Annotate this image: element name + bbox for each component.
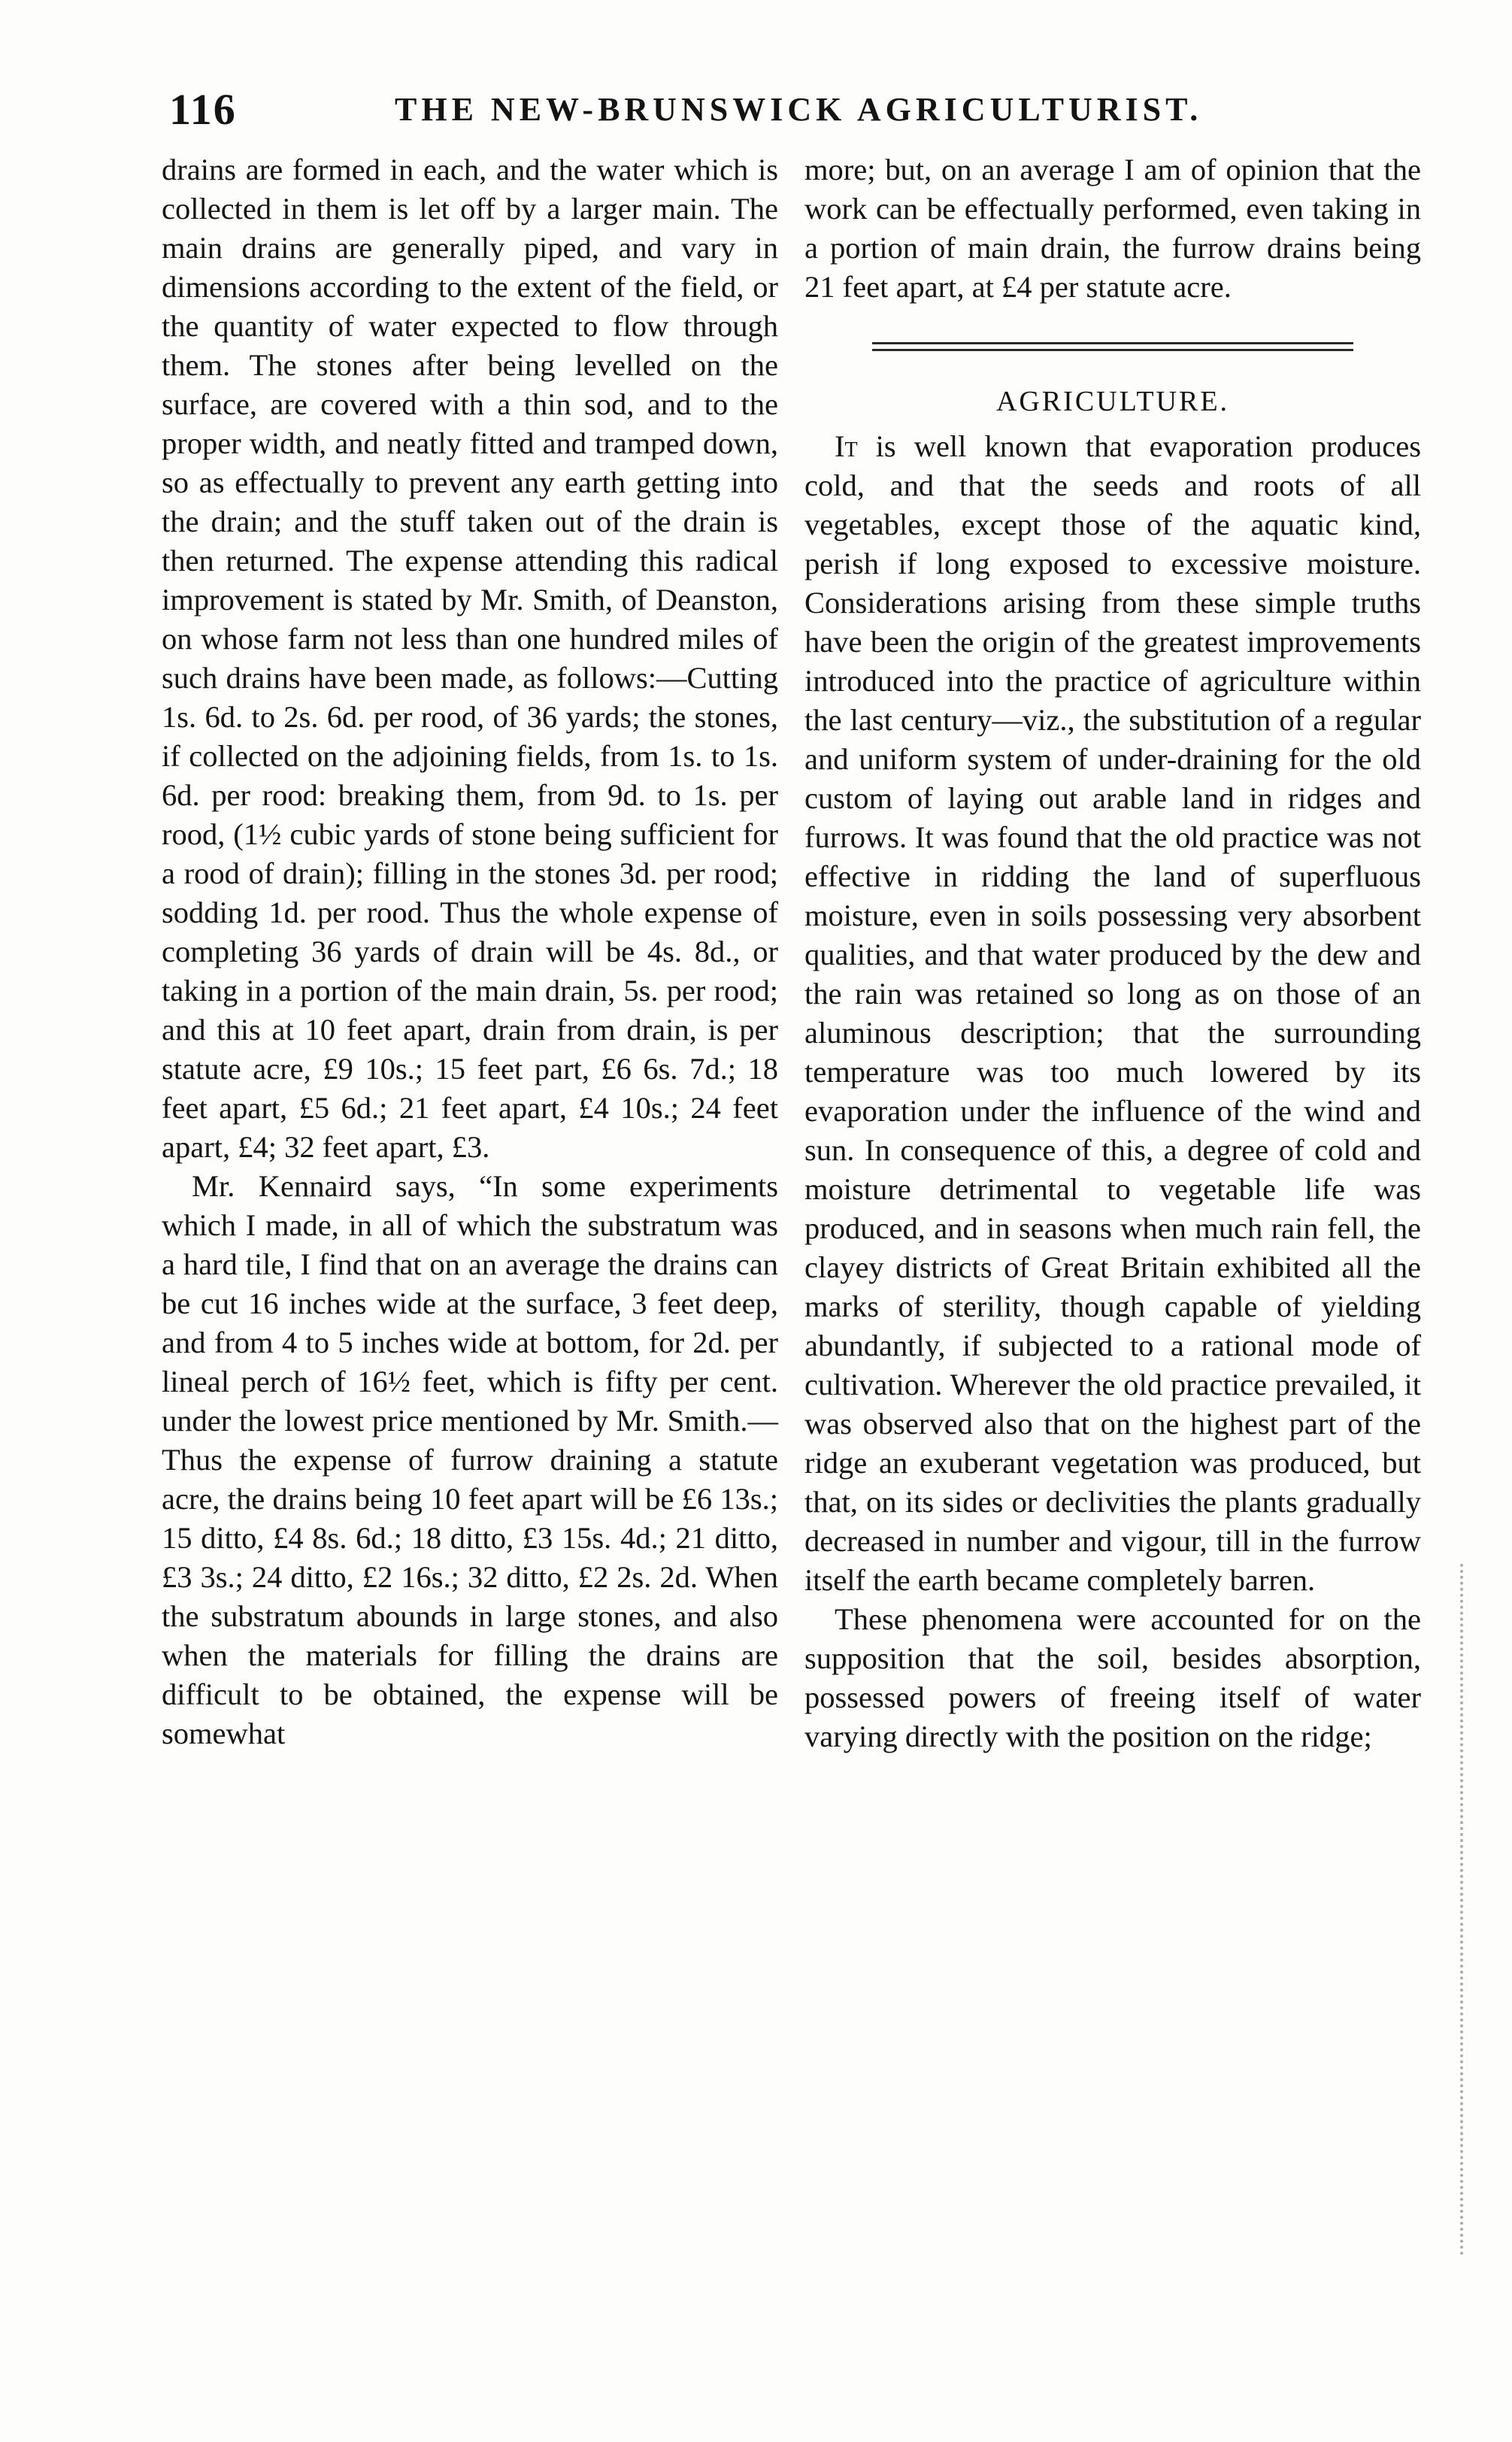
right-column	[804, 150, 1421, 1756]
page-header	[169, 84, 1410, 144]
left-column	[162, 150, 778, 1753]
paragraph-phenomena: These phenomena were accounted for on the supposition that the soil, besides absorption, possessed powers of freeing itself of water varying directly with the position on the ridge;	[804, 1602, 1421, 1753]
divider-rule-bottom	[872, 349, 1353, 351]
page-number: 116	[169, 85, 237, 134]
divider-rule-top	[872, 342, 1353, 344]
paragraph-continued: more; but, on an average I am of opinion that the work can be effectually performed, even taking in a portion of main drain, the furrow drains being 21 feet apart, at £4 per statute acre.	[804, 153, 1421, 304]
binding-edge-mark	[1460, 1564, 1478, 2256]
paragraph-agriculture-intro	[804, 427, 1421, 1600]
running-title: THE NEW-BRUNSWICK AGRICULTURIST.	[395, 91, 1203, 128]
paragraph-agriculture-body: is well known that evaporation produces cold, and that the seeds and roots of all vegetables, except those of the aquatic kind, perish if long exposed to excessive moisture. Considerations arising from these simple truths have been the origin of the greatest improvements introduced into the practice of agriculture within the last century—viz., the substitution of a regular and uniform system of under-draining for the old custom of laying out arable land in ridges and furrows. It was found that the old practice was not effective in ridding the land of superfluous moisture, even in soils possessing very absorbent qualities, and that water produced by the dew and the rain was retained so long as on those of an aluminous description; that the surrounding temperature was too much lowered by its evaporation under the influence of the wind and sun. In consequence of this, a degree of cold and moisture detrimental to vegetable life was produced, and in seasons when much rain fell, the clayey districts of Great Britain exhibited all the marks of sterility, though capable of yielding abundantly, if subjected to a rational mode of cultivation. Wherever the old practice prevailed, it was observed also that on the highest part of the ridge an exuberant vegetation was produced, but that, on its sides or declivities the plants gradually decreased in number and vigour, till in the furrow itself the earth became completely barren.	[804, 429, 1421, 1597]
paragraph-drain-construction: drains are formed in each, and the water which is collected in them is let off by a larger main. The main drains are generally piped, and vary in dimensions according to the extent of the field, or the quantity of water expected to flow through them. The stones after being levelled on the surface, are covered with a thin sod, and to the proper width, and neatly fitted and tramped down, so as effectually to prevent any earth getting into the drain; and the stuff taken out of the drain is then returned. The expense attending this radical improvement is stated by Mr. Smith, of Deanston, on whose farm not less than one hundred miles of such drains have been made, as follows:—Cutting 1s. 6d. to 2s. 6d. per rood, of 36 yards; the stones, if collected on the adjoining fields, from 1s. to 1s. 6d. per rood: breaking them, from 9d. to 1s. per rood, (1½ cubic yards of stone being sufficient for a rood of drain); filling in the stones 3d. per rood; sodding 1d. per rood. Thus the whole expense of completing 36 yards of drain will be 4s. 8d., or taking in a portion of the main drain, 5s. per rood; and this at 10 feet apart, drain from drain, is per statute acre, £9 10s.; 15 feet part, £6 6s. 7d.; 18 feet apart, £5 6d.; 21 feet apart, £4 10s.; 24 feet apart, £4; 32 feet apart, £3.	[162, 153, 778, 1164]
section-divider	[804, 340, 1421, 353]
section-heading: AGRICULTURE.	[995, 386, 1230, 417]
paragraph-kennaird-quote: Mr. Kennaird says, “In some experiments which I made, in all of which the substratum was a hard tile, I find that on an average the drains can be cut 16 inches wide at the surface, 3 feet deep, and from 4 to 5 inches wide at bottom, for 2d. per lineal perch of 16½ feet, which is fifty per cent. under the lowest price mentioned by Mr. Smith.—Thus the expense of furrow draining a statute acre, the drains being 10 feet apart will be £6 13s.; 15 ditto, £4 8s. 6d.; 18 ditto, £3 15s. 4d.; 21 ditto, £3 3s.; 24 ditto, £2 16s.; 32 ditto, £2 2s. 2d. When the substratum abounds in large stones, and also when the materials for filling the drains are difficult to be obtained, the expense will be somewhat	[162, 1169, 778, 1750]
paragraph-opening-word: It	[835, 429, 858, 463]
